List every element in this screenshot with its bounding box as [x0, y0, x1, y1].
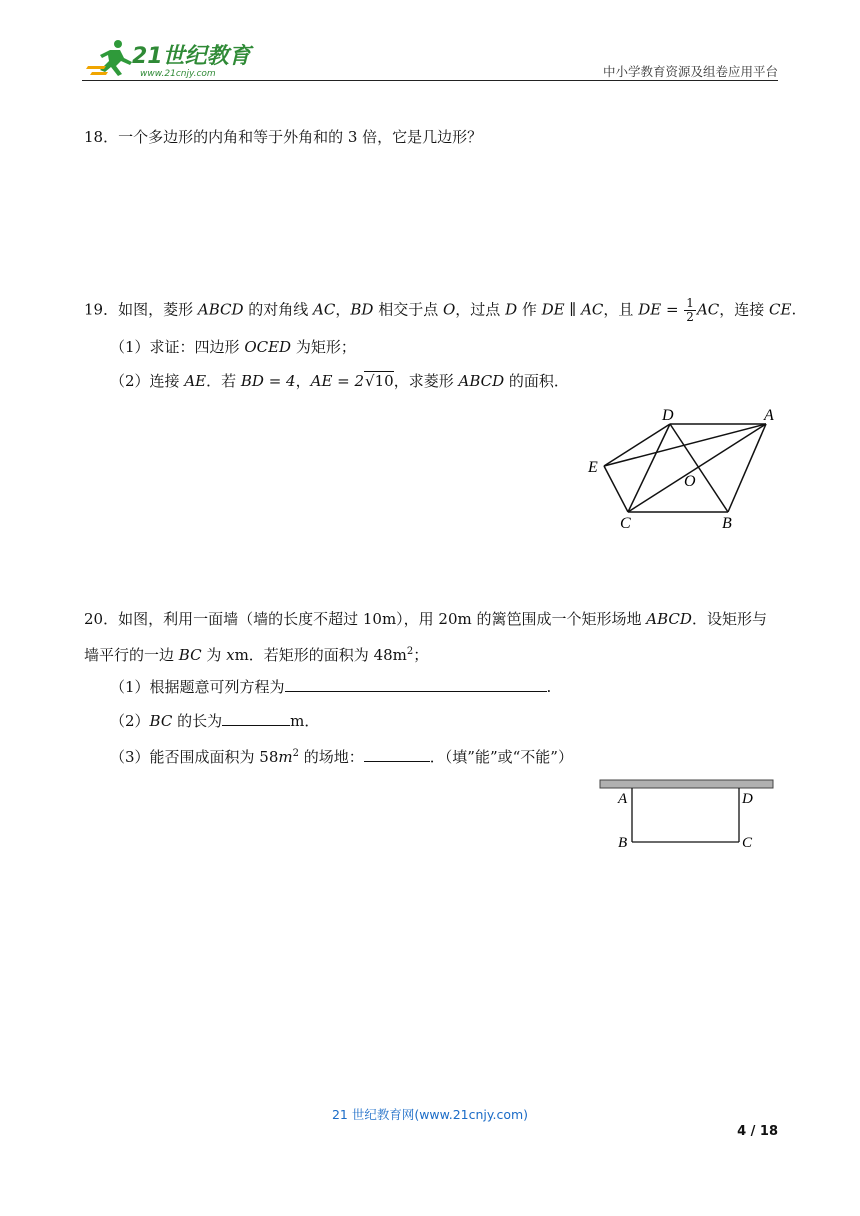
text-fragment: ．若 — [206, 372, 241, 390]
header-divider — [82, 80, 778, 81]
radicand: 10 — [374, 372, 394, 390]
question-19-stem — [84, 297, 796, 324]
text-fragment: （1）求证：四边形 — [110, 338, 245, 356]
text-fragment: 作 — [517, 300, 542, 319]
text-fragment: 的对角线 — [243, 300, 314, 319]
label-c: C — [742, 835, 753, 851]
math-bc: BC — [149, 712, 173, 730]
text-fragment: ．设矩形与 — [691, 610, 767, 628]
text-fragment: . — [791, 300, 797, 319]
math-x: x — [226, 646, 235, 664]
rhombus-figure — [580, 402, 780, 532]
text-fragment: ，求菱形 — [393, 372, 459, 390]
math-abcd: ABCD — [646, 610, 692, 628]
label-b: B — [722, 515, 732, 532]
label-b: B — [618, 835, 628, 851]
text-fragment: 墙平行的一边 — [84, 646, 179, 664]
label-o: O — [684, 473, 696, 490]
label-e: E — [588, 459, 598, 476]
fraction-denominator: 2 — [686, 310, 694, 324]
question-20-part-2 — [110, 710, 319, 731]
math-ae: AE — [184, 372, 207, 390]
square-root: √10 — [365, 372, 394, 390]
question-20-line-1 — [84, 609, 767, 629]
math-bc: BC — [178, 646, 202, 664]
text-fragment: ； — [413, 646, 429, 664]
text-fragment: （2） — [110, 712, 150, 730]
label-a: A — [618, 791, 628, 807]
superscript: 2 — [292, 748, 300, 759]
math-bd-eq: BD = 4 — [240, 372, 296, 390]
wall-rectangle-figure — [596, 776, 780, 856]
label-d: D — [742, 791, 753, 807]
superscript: 2 — [406, 646, 414, 657]
text-fragment: ，过点 — [455, 300, 506, 319]
text-fragment: ， — [295, 372, 311, 390]
text-fragment: ，且 — [603, 300, 639, 319]
label-c: C — [620, 515, 631, 532]
fraction-one-half — [684, 297, 696, 324]
footer-link[interactable]: 21 世纪教育网(www.21cnjy.com) — [331, 1107, 529, 1122]
text-fragment: 为矩形； — [291, 338, 356, 356]
text-fragment: 19．如图，菱形 — [84, 300, 198, 319]
label-a: A — [764, 407, 774, 424]
platform-slogan: 中小学教育资源及组卷应用平台 — [602, 64, 778, 79]
logo-text: 21世纪教育 — [132, 44, 251, 69]
question-20-part-3 — [110, 744, 573, 767]
runner-icon — [86, 40, 132, 76]
text-fragment: . — [546, 678, 552, 696]
math-abcd: ABCD — [197, 300, 244, 319]
math-ac: AC — [696, 300, 720, 319]
site-logo — [80, 36, 260, 80]
text-fragment: 的场地： — [299, 748, 364, 766]
math-bd: BD — [350, 300, 374, 319]
text-fragment: （3）能否围成面积为 58 — [110, 748, 279, 766]
answer-blank-yes-no[interactable] — [364, 746, 430, 762]
math-abcd: ABCD — [458, 372, 505, 390]
text-fragment: m． — [290, 712, 320, 730]
logo-url: www.21cnjy.com — [140, 69, 216, 79]
question-19-part-1 — [110, 337, 356, 357]
math-de-eq: DE = — [638, 300, 684, 319]
label-d: D — [662, 407, 674, 424]
question-19-part-2 — [110, 371, 569, 391]
text-fragment: 的长为 — [172, 712, 223, 730]
page-number: 4 / 18 — [737, 1124, 778, 1139]
math-o: O — [442, 300, 456, 319]
question-20-line-2 — [84, 642, 428, 665]
text-fragment: ， — [335, 300, 351, 319]
math-oced: OCED — [244, 338, 292, 356]
text-fragment: m．若矩形的面积为 48m — [234, 646, 407, 664]
math-d: D — [505, 300, 518, 319]
math-de-parallel-ac: DE ∥ AC — [541, 300, 604, 319]
text-fragment: ．（填”能”或“不能”） — [429, 748, 573, 766]
text-fragment: 为 — [201, 646, 227, 664]
text-fragment: ，连接 — [719, 300, 770, 319]
math-m: m — [278, 748, 293, 766]
fraction-numerator: 1 — [686, 296, 694, 310]
math-ac: AC — [313, 300, 336, 319]
question-18-text: 18．一个多边形的内角和等于外角和的 3 倍，它是几边形？ — [84, 128, 483, 146]
question-20-part-1 — [110, 676, 551, 697]
text-fragment: 的面积． — [504, 372, 569, 390]
math-ae-eq: AE = 2 — [310, 372, 365, 390]
text-fragment: （2）连接 — [110, 372, 185, 390]
text-fragment: 相交于点 — [373, 300, 443, 319]
answer-blank-length[interactable] — [222, 710, 290, 726]
math-ce: CE — [769, 300, 792, 319]
text-fragment: 20．如图，利用一面墙（墙的长度不超过 10m），用 20m 的篱笆围成一个矩形场地 — [84, 610, 647, 628]
answer-blank-equation[interactable] — [285, 676, 547, 692]
question-18 — [84, 127, 482, 147]
text-fragment: （1）根据题意可列方程为 — [110, 678, 285, 696]
